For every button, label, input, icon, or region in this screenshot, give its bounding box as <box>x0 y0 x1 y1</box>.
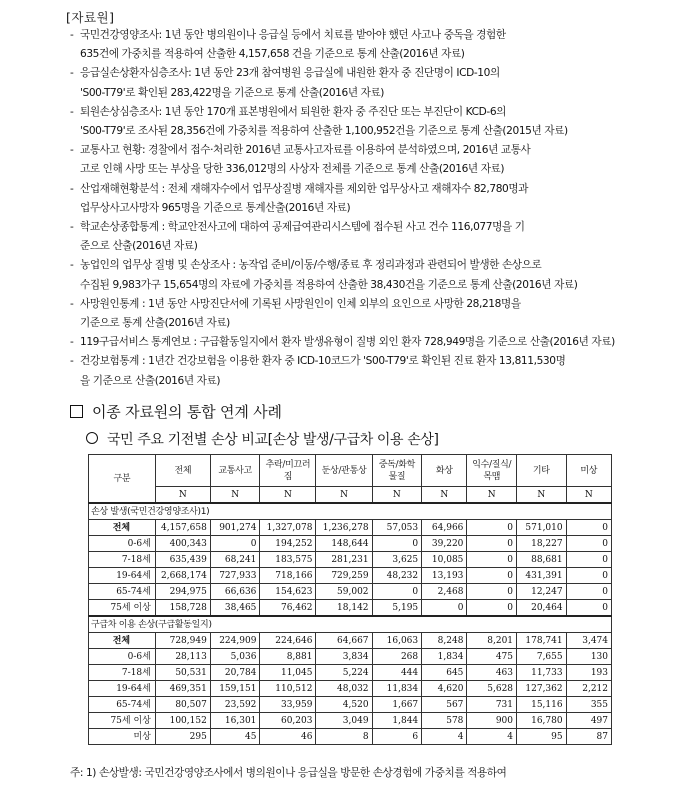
source-line: 교통사고 현황: 경찰에서 접수·처리한 2016년 교통사고자료를 이용하여 분석하였으며, 2016년 교통사 <box>80 144 531 157</box>
value-cell: 0 <box>372 584 422 600</box>
value-cell: 148,644 <box>316 536 372 552</box>
value-cell: 224,909 <box>210 633 260 649</box>
value-cell: 0 <box>467 552 517 568</box>
header-unknown: 미상 <box>566 455 611 487</box>
source-item-text <box>80 26 630 64</box>
source-line: 'S00-T79'로 조사된 28,356건에 가중치를 적용하여 산출한 1,100,952건을 기준으로 통계 산출(2015년 자료) <box>80 125 568 138</box>
value-cell: 4 <box>467 729 517 745</box>
value-cell: 901,274 <box>210 520 260 536</box>
value-cell: 59,002 <box>316 584 372 600</box>
value-cell: 16,780 <box>517 713 567 729</box>
source-item <box>70 103 630 141</box>
value-cell: 3,834 <box>316 649 372 665</box>
value-cell: 224,646 <box>260 633 316 649</box>
header-other: 기타 <box>517 455 567 487</box>
source-line: 국민건강영양조사: 1년 동안 병의원이나 응급실 등에서 치료를 받아야 했던 사고나 중독을 경험한 <box>80 29 506 41</box>
group-row <box>89 503 612 520</box>
value-cell: 80,507 <box>155 697 210 713</box>
value-cell: 193 <box>566 665 611 681</box>
source-line: 고로 인해 사망 또는 부상을 당한 336,012명의 사상자 전체를 기준으로 통계 산출(2016년 자료) <box>80 163 505 176</box>
value-cell: 571,010 <box>517 520 567 536</box>
value-cell: 23,592 <box>210 697 260 713</box>
value-cell: 5,036 <box>210 649 260 665</box>
value-cell: 2,468 <box>422 584 467 600</box>
value-cell: 4,620 <box>422 681 467 697</box>
value-cell: 18,227 <box>517 536 567 552</box>
source-line: 119구급서비스 통계연보 : 구급활동일지에서 환자 발생유형이 질병 외인 환자 728,949명을 기준으로 산출(2016년 자료) <box>80 336 615 349</box>
value-cell: 4,157,658 <box>155 520 210 536</box>
value-cell: 0 <box>566 568 611 584</box>
unit-cell: N <box>210 487 260 504</box>
value-cell: 8,881 <box>260 649 316 665</box>
injury-comparison-table <box>88 454 612 745</box>
table-row <box>89 649 612 665</box>
value-cell: 463 <box>467 665 517 681</box>
source-line: 준으로 산출(2016년 자료) <box>80 240 198 253</box>
value-cell: 497 <box>566 713 611 729</box>
value-cell: 5,195 <box>372 600 422 617</box>
value-cell: 0 <box>210 536 260 552</box>
value-cell: 1,667 <box>372 697 422 713</box>
value-cell: 68,241 <box>210 552 260 568</box>
value-cell: 294,975 <box>155 584 210 600</box>
dash-bullet: - <box>70 336 74 349</box>
source-item-text <box>80 64 630 102</box>
value-cell: 0 <box>467 600 517 617</box>
value-cell: 11,045 <box>260 665 316 681</box>
value-cell: 2,212 <box>566 681 611 697</box>
value-cell: 127,362 <box>517 681 567 697</box>
dash-bullet: - <box>70 259 74 272</box>
table-row <box>89 665 612 681</box>
unit-cell: N <box>566 487 611 504</box>
source-line: 수집된 9,983가구 15,654명의 자료에 가중치를 적용하여 산출한 38,430건을 기준으로 통계 산출(2016년 자료) <box>80 278 578 291</box>
unit-row <box>89 487 612 504</box>
dash-bullet: - <box>70 67 74 80</box>
source-item-text <box>80 180 630 218</box>
source-line: 응급실손상환자심층조사: 1년 동안 23개 참여병원 응급실에 내원한 환자 중 진단명이 ICD-10의 <box>80 67 500 80</box>
value-cell: 2,668,174 <box>155 568 210 584</box>
value-cell: 469,351 <box>155 681 210 697</box>
source-line: 을 기준으로 산출(2016년 자료) <box>80 374 221 387</box>
table-row <box>89 697 612 713</box>
header-poisoning: 중독/화학물질 <box>372 455 422 487</box>
value-cell: 15,116 <box>517 697 567 713</box>
source-item-text <box>80 295 630 333</box>
value-cell: 444 <box>372 665 422 681</box>
source-line: 635건에 가중치를 적용하여 산출한 4,157,658 건을 기준으로 통계 산출(2016년 자료) <box>80 48 465 61</box>
value-cell: 48,032 <box>316 681 372 697</box>
value-cell: 645 <box>422 665 467 681</box>
value-cell: 0 <box>467 584 517 600</box>
value-cell: 4,520 <box>316 697 372 713</box>
dash-bullet: - <box>70 144 74 157</box>
value-cell: 100,152 <box>155 713 210 729</box>
value-cell: 567 <box>422 697 467 713</box>
source-item <box>70 218 630 256</box>
value-cell: 8 <box>316 729 372 745</box>
unit-cell: N <box>372 487 422 504</box>
value-cell: 281,231 <box>316 552 372 568</box>
row-label: 0-6세 <box>89 536 156 552</box>
source-item-text <box>80 333 630 352</box>
row-label: 75세 이상 <box>89 600 156 617</box>
value-cell: 6 <box>372 729 422 745</box>
unit-cell: N <box>316 487 372 504</box>
value-cell: 0 <box>566 552 611 568</box>
row-label: 전체 <box>89 633 156 649</box>
value-cell: 7,655 <box>517 649 567 665</box>
value-cell: 400,343 <box>155 536 210 552</box>
value-cell: 28,113 <box>155 649 210 665</box>
square-bullet-icon <box>70 405 83 418</box>
value-cell: 130 <box>566 649 611 665</box>
group-label: 손상 발생(국민건강영양조사)1) <box>89 503 612 520</box>
value-cell: 64,667 <box>316 633 372 649</box>
group-label: 구급차 이용 손상(구급활동일지) <box>89 616 612 633</box>
source-line: 사망원인통계 : 1년 동안 사망진단서에 기록된 사망원인이 인체 외부의 요인으로 사망한 28,218명을 <box>80 297 521 310</box>
dash-bullet: - <box>70 29 74 41</box>
table-title <box>86 429 439 449</box>
value-cell: 900 <box>467 713 517 729</box>
header-total: 전체 <box>155 455 210 487</box>
value-cell: 1,834 <box>422 649 467 665</box>
footnote: 주: 1) 손상발생: 국민건강영양조사에서 병의원이나 응급실을 방문한 손상경험에 가중치를 적용하여 <box>70 767 507 779</box>
value-cell: 13,193 <box>422 568 467 584</box>
source-line: 업무상사고사망자 965명을 기준으로 통계산출(2016년 자료) <box>80 201 351 214</box>
value-cell: 110,512 <box>260 681 316 697</box>
value-cell: 0 <box>467 568 517 584</box>
header-drowning: 익수/질식/목맴 <box>467 455 517 487</box>
table-row <box>89 584 612 600</box>
source-item-text <box>80 218 630 256</box>
table-row <box>89 713 612 729</box>
value-cell: 3,625 <box>372 552 422 568</box>
value-cell: 158,728 <box>155 600 210 617</box>
row-label: 7-18세 <box>89 665 156 681</box>
value-cell: 729,259 <box>316 568 372 584</box>
source-item <box>70 26 630 64</box>
value-cell: 38,465 <box>210 600 260 617</box>
value-cell: 431,391 <box>517 568 567 584</box>
value-cell: 12,247 <box>517 584 567 600</box>
table-row <box>89 520 612 536</box>
header-fall: 추락/미끄러짐 <box>260 455 316 487</box>
source-item <box>70 295 630 333</box>
table-header-row <box>89 455 612 487</box>
header-category: 구분 <box>89 455 156 504</box>
source-line: 산업재해현황분석 : 전체 재해자수에서 업무상질병 재해자를 제외한 업무상사고 재해자수 82,780명과 <box>80 182 529 195</box>
value-cell: 731 <box>467 697 517 713</box>
header-traffic: 교통사고 <box>210 455 260 487</box>
value-cell: 4 <box>422 729 467 745</box>
source-item <box>70 141 630 179</box>
value-cell: 0 <box>422 600 467 617</box>
value-cell: 1,236,278 <box>316 520 372 536</box>
table-row <box>89 729 612 745</box>
source-line: 농업인의 업무상 질병 및 손상조사 : 농작업 준비/이동/수행/종료 후 정리과정과 관련되어 발생한 손상으로 <box>80 259 542 272</box>
source-item <box>70 333 630 352</box>
value-cell: 578 <box>422 713 467 729</box>
value-cell: 45 <box>210 729 260 745</box>
value-cell: 727,933 <box>210 568 260 584</box>
table-row <box>89 536 612 552</box>
value-cell: 635,439 <box>155 552 210 568</box>
table-row <box>89 552 612 568</box>
unit-cell: N <box>517 487 567 504</box>
source-item <box>70 256 630 294</box>
dash-bullet: - <box>70 221 74 234</box>
source-line: 학교손상종합통계 : 학교안전사고에 대하여 공제급여관리시스템에 접수된 사고 건수 116,077명을 기 <box>80 221 525 234</box>
value-cell: 178,741 <box>517 633 567 649</box>
source-item-text <box>80 256 630 294</box>
value-cell: 95 <box>517 729 567 745</box>
value-cell: 0 <box>566 520 611 536</box>
row-label: 75세 이상 <box>89 713 156 729</box>
source-line: 'S00-T79'로 확인된 283,422명을 기준으로 통계 산출(2016년 자료) <box>80 86 385 99</box>
value-cell: 0 <box>566 600 611 617</box>
section-title <box>70 401 282 422</box>
value-cell: 88,681 <box>517 552 567 568</box>
value-cell: 154,623 <box>260 584 316 600</box>
value-cell: 87 <box>566 729 611 745</box>
value-cell: 3,474 <box>566 633 611 649</box>
value-cell: 0 <box>566 536 611 552</box>
sources-title: [자료원] <box>66 10 115 25</box>
value-cell: 8,248 <box>422 633 467 649</box>
table-row <box>89 681 612 697</box>
value-cell: 0 <box>467 520 517 536</box>
value-cell: 8,201 <box>467 633 517 649</box>
value-cell: 3,049 <box>316 713 372 729</box>
source-item <box>70 64 630 102</box>
source-item <box>70 180 630 218</box>
source-item-text <box>80 352 630 390</box>
table-title-text: 국민 주요 기전별 손상 비교[손상 발생/구급차 이용 손상] <box>107 432 439 448</box>
value-cell: 46 <box>260 729 316 745</box>
sources-list <box>70 26 630 391</box>
value-cell: 48,232 <box>372 568 422 584</box>
row-label: 7-18세 <box>89 552 156 568</box>
value-cell: 475 <box>467 649 517 665</box>
value-cell: 1,327,078 <box>260 520 316 536</box>
value-cell: 20,464 <box>517 600 567 617</box>
circle-bullet-icon <box>86 432 98 444</box>
value-cell: 0 <box>372 536 422 552</box>
value-cell: 16,063 <box>372 633 422 649</box>
value-cell: 33,959 <box>260 697 316 713</box>
value-cell: 76,462 <box>260 600 316 617</box>
source-line: 건강보험통계 : 1년간 건강보험을 이용한 환자 중 ICD-10코드가 'S00-T79'로 확인된 진료 환자 13,811,530명 <box>80 355 566 368</box>
table-row <box>89 633 612 649</box>
value-cell: 16,301 <box>210 713 260 729</box>
value-cell: 728,949 <box>155 633 210 649</box>
unit-cell: N <box>155 487 210 504</box>
value-cell: 1,844 <box>372 713 422 729</box>
dash-bullet: - <box>70 182 74 195</box>
row-label: 19-64세 <box>89 681 156 697</box>
section-title-text: 이종 자료원의 통합 연계 사례 <box>92 403 282 421</box>
row-label: 0-6세 <box>89 649 156 665</box>
value-cell: 50,531 <box>155 665 210 681</box>
source-item <box>70 352 630 390</box>
row-label: 전체 <box>89 520 156 536</box>
row-label: 19-64세 <box>89 568 156 584</box>
unit-cell: N <box>467 487 517 504</box>
value-cell: 183,575 <box>260 552 316 568</box>
table-row <box>89 568 612 584</box>
value-cell: 5,628 <box>467 681 517 697</box>
value-cell: 60,203 <box>260 713 316 729</box>
value-cell: 5,224 <box>316 665 372 681</box>
value-cell: 159,151 <box>210 681 260 697</box>
value-cell: 20,784 <box>210 665 260 681</box>
unit-cell: N <box>260 487 316 504</box>
row-label: 65-74세 <box>89 584 156 600</box>
dash-bullet: - <box>70 105 74 118</box>
row-label: 미상 <box>89 729 156 745</box>
value-cell: 194,252 <box>260 536 316 552</box>
header-burn: 화상 <box>422 455 467 487</box>
value-cell: 11,834 <box>372 681 422 697</box>
unit-cell: N <box>422 487 467 504</box>
value-cell: 295 <box>155 729 210 745</box>
table-row <box>89 600 612 617</box>
source-line: 퇴원손상심층조사: 1년 동안 170개 표본병원에서 퇴원한 환자 중 주진단 또는 부진단이 KCD-6의 <box>80 105 506 118</box>
value-cell: 0 <box>566 584 611 600</box>
value-cell: 10,085 <box>422 552 467 568</box>
value-cell: 39,220 <box>422 536 467 552</box>
value-cell: 18,142 <box>316 600 372 617</box>
source-item-text <box>80 141 630 179</box>
source-item-text <box>80 103 630 141</box>
value-cell: 66,636 <box>210 584 260 600</box>
value-cell: 57,053 <box>372 520 422 536</box>
row-label: 65-74세 <box>89 697 156 713</box>
header-blunt: 둔상/관통상 <box>316 455 372 487</box>
value-cell: 0 <box>467 536 517 552</box>
value-cell: 355 <box>566 697 611 713</box>
value-cell: 268 <box>372 649 422 665</box>
source-line: 기준으로 통계 산출(2016년 자료) <box>80 317 230 330</box>
group-row <box>89 616 612 633</box>
value-cell: 11,733 <box>517 665 567 681</box>
dash-bullet: - <box>70 355 74 368</box>
value-cell: 718,166 <box>260 568 316 584</box>
dash-bullet: - <box>70 297 74 310</box>
value-cell: 64,966 <box>422 520 467 536</box>
